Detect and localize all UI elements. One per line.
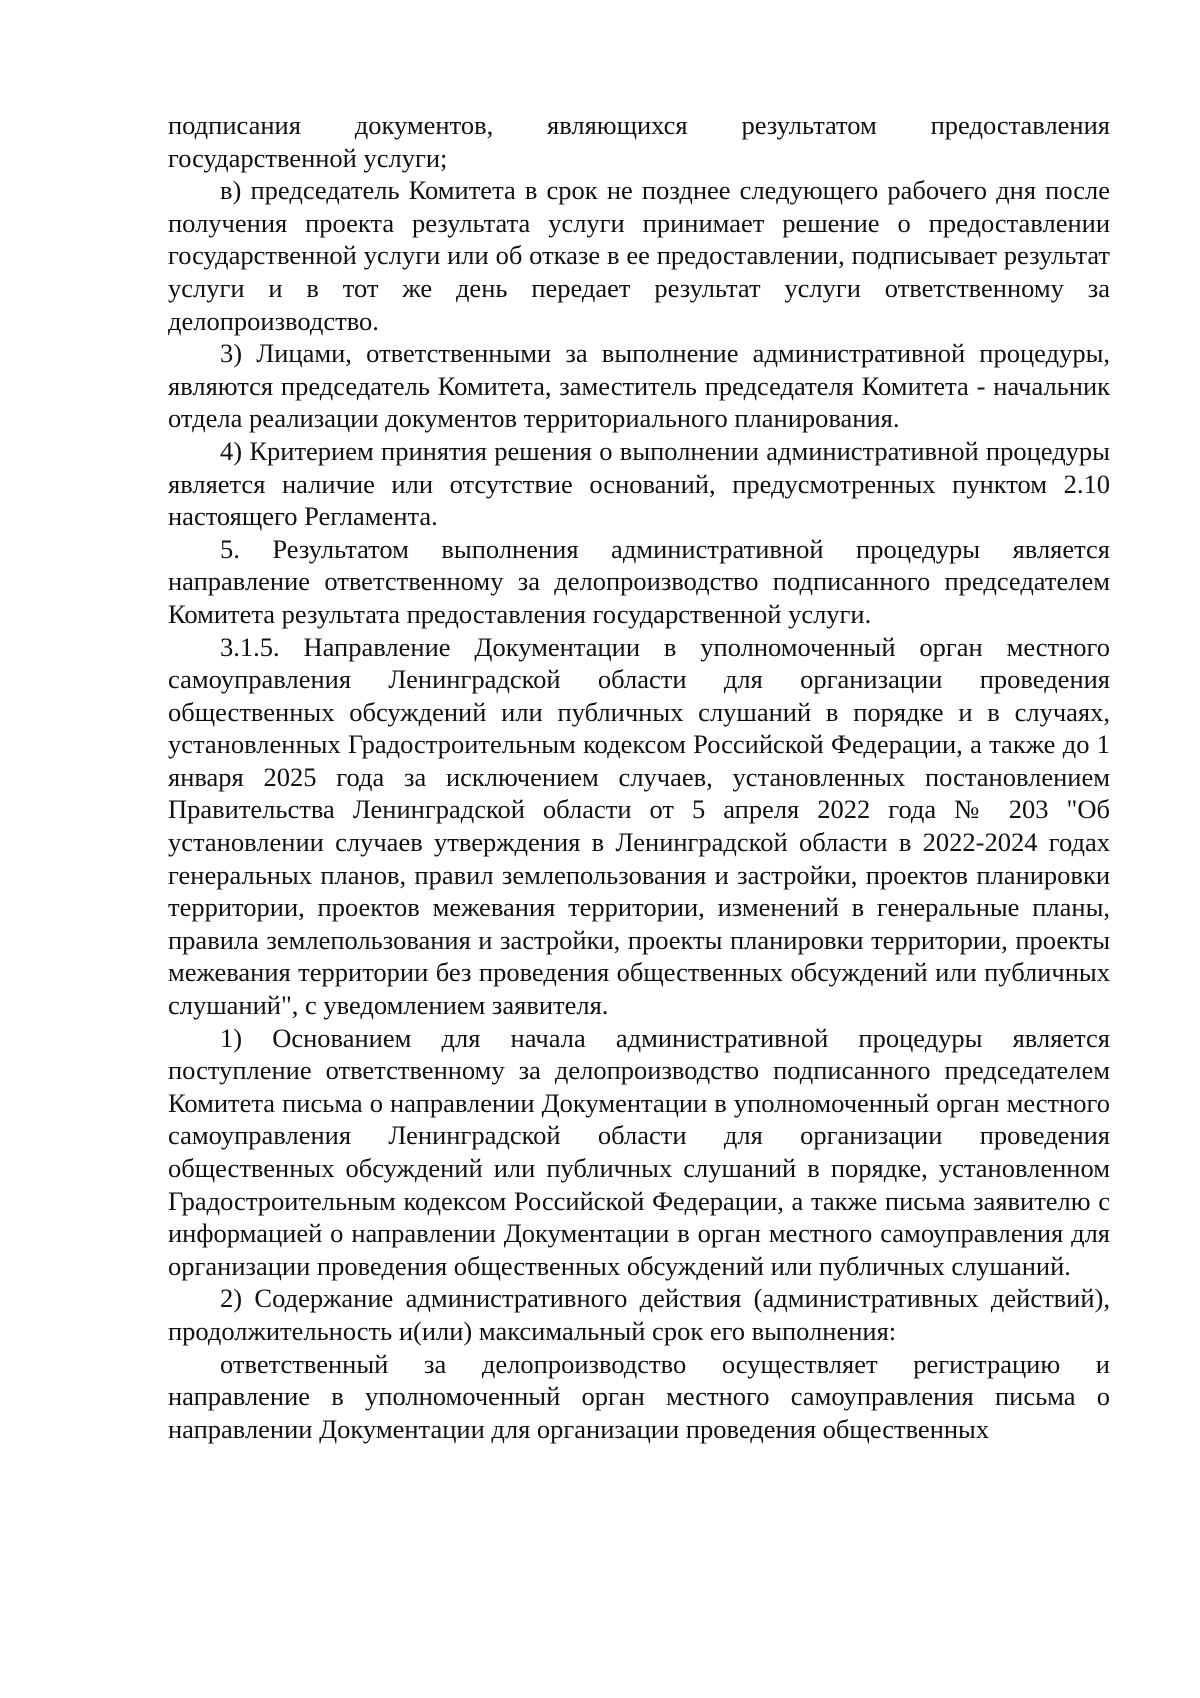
paragraph-item-1: 1) Основанием для начала административной процедуры является поступление ответственному за делопроизводство подписанного председателем Комитета письма о направлении Документации в уполномоченный орган местного самоуправления Ленинградской области для организации проведения общественных обсуждений или публичных слушаний в порядке, установленном Градостроительным кодексом Российской Федерации, а также письма заявителю с информацией о направлении Документации в орган местного самоуправления для организации проведения общественных обсуждений или публичных слушаний. xyxy=(168,1022,1110,1281)
paragraph-item-5: 5. Результатом выполнения административной процедуры является направление ответственному за делопроизводство подписанного председателем Комитета результата предоставления государственной услуги. xyxy=(168,533,1110,629)
paragraph-continuation: подписания документов, являющихся результатом предоставления государственной услуги; xyxy=(168,110,1110,173)
paragraph-responsible-clerk: ответственный за делопроизводство осуществляет регистрацию и направление в уполномоченный орган местного самоуправления письма о направлении Документации для организации проведения общественных xyxy=(168,1348,1110,1444)
document-page xyxy=(168,109,1110,1445)
paragraph-item-2: 2) Содержание административного действия (административных действий), продолжительность и(или) максимальный срок его выполнения: xyxy=(168,1283,1110,1346)
paragraph-section-3-1-5: 3.1.5. Направление Документации в уполномоченный орган местного самоуправления Ленинградской области для организации проведения общественных обсуждений или публичных слушаний в порядке и в случаях, установленных Градостроительным кодексом Российской Федерации, а также до 1 января 2025 года за исключением случаев, установленных постановлением Правительства Ленинградской области от 5 апреля 2022 года № 203 "Об установлении случаев утверждения в Ленинградской области в 2022-2024 годах генеральных планов, правил землепользования и застройки, проектов планировки территории, проектов межевания территории, изменений в генеральные планы, правила землепользования и застройки, проекты планировки территории, проекты межевания территории без проведения общественных обсуждений или публичных слушаний", с уведомлением заявителя. xyxy=(168,631,1110,1021)
paragraph-item-4: 4) Критерием принятия решения о выполнении административной процедуры является наличие или отсутствие оснований, предусмотренных пунктом 2.10 настоящего Регламента. xyxy=(168,435,1110,532)
paragraph-item-3: 3) Лицами, ответственными за выполнение административной процедуры, являются председатель Комитета, заместитель председателя Комитета - начальник отдела реализации документов территориального планирования. xyxy=(168,338,1110,434)
paragraph-subitem-v: в) председатель Комитета в срок не позднее следующего рабочего дня после получения проекта результата услуги принимает решение о предоставлении государственной услуги или об отказе в ее предоставлении, подписывает результат услуги и в тот же день передает результат услуги ответственному за делопроизводство. xyxy=(168,175,1110,336)
